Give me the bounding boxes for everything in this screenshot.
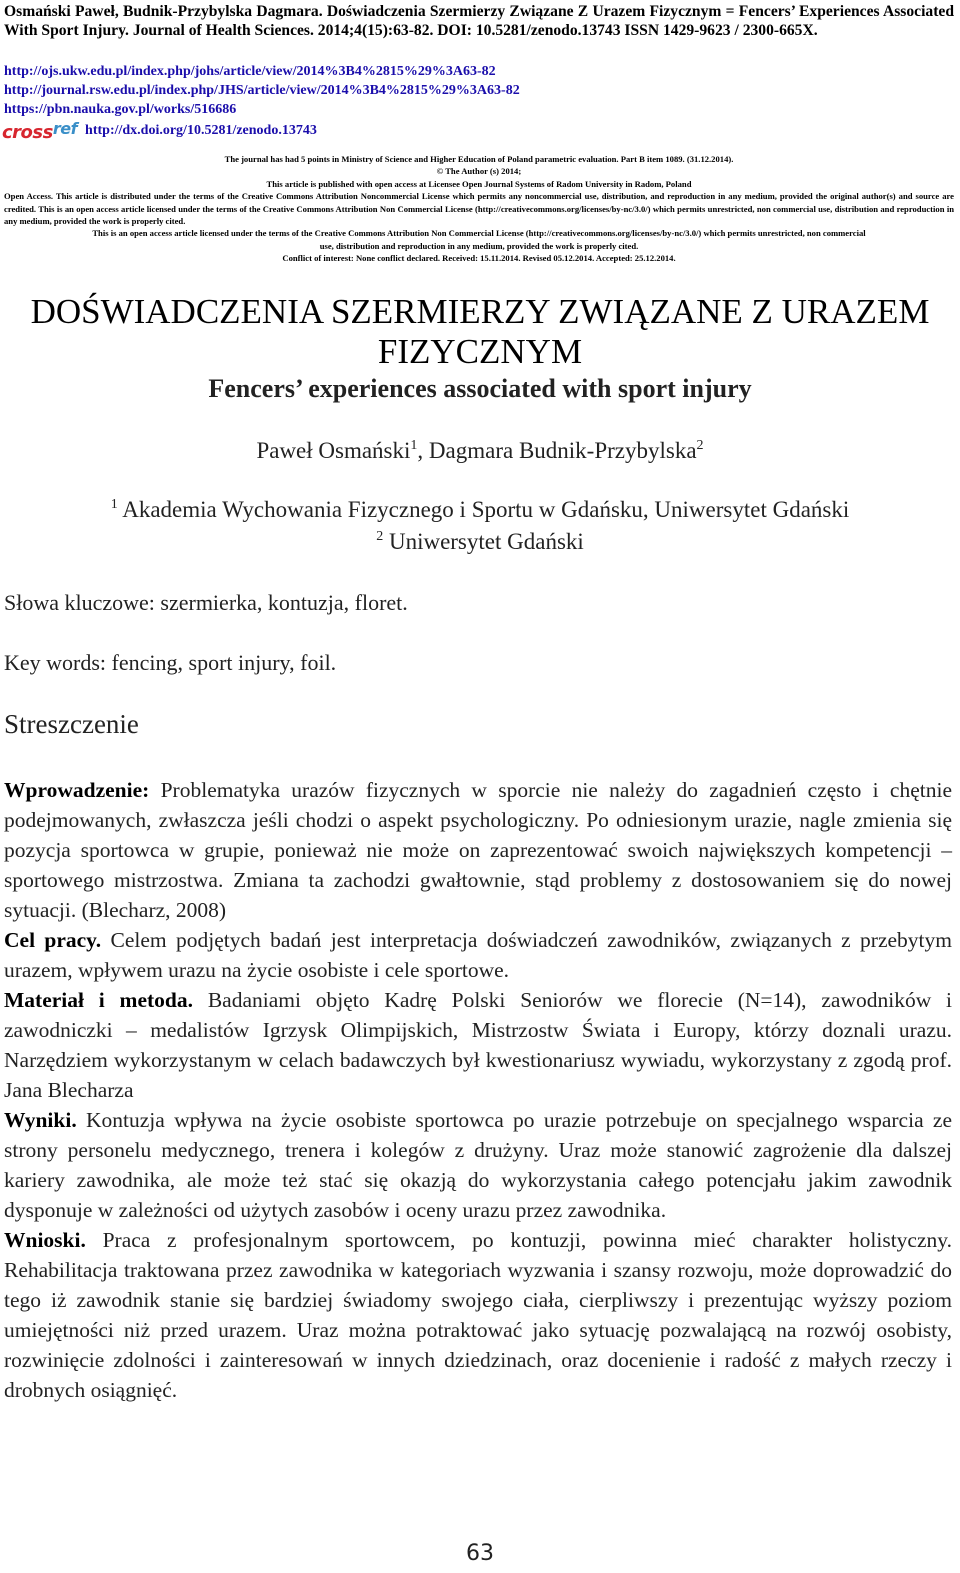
points-note: The journal has had 5 points in Ministry of Science and Higher Education of Poland parametric evaluation. Part B item 1089. (31.12.2014). [224,154,734,164]
license-note-end: use, distribution and reproduction in any medium, provided the work is properly cited. [319,240,639,251]
authors [0,434,960,468]
section-text: Celem podjętych badań jest interpretacja doświadczeń zawodników, związanych z przebytym urazem, wpływem urazu na życie osobiste i cele sportowe. [4,928,952,982]
author-separator: , [417,438,429,463]
abstract-heading: Streszczenie [4,709,139,739]
section-text: Badaniami objęto Kadrę Polski Seniorów we florecie (N=14), zawodników i zawodniczki – medalistów Igrzysk Olimpijskich, Mistrzostw Świata i Europy, którzy doznali urazu. Narzędziem wykorzystanym w celach badawczych był kwestionariusz wywiadu, wykorzystany z zgodą prof. Jana Blecharza [4,988,952,1102]
title-english: Fencers’ experiences associated with sport injury [208,374,752,403]
section-text: Problematyka urazów fizycznych w sporcie nie należy do zagadnień często i chętnie podejmowanych, zwłaszcza jeśli chodzi o aspekt psychologiczny. Po odniesionym urazie, nagle zmienia się pozycja sportowca w grupie, ponieważ nie może on zaprezentować swoich największych kompetencji – sportowego mistrzostwa. Zmiana ta zachodzi gwałtownie, stąd problemy z dostosowaniem się do nowej sytuacji. (Blecharz, 2008) [4,778,952,922]
doi-link[interactable]: http://dx.doi.org/10.5281/zenodo.13743 [85,123,317,138]
section-label: Materiał i metoda. [4,988,194,1012]
section-label: Wyniki. [4,1108,77,1132]
link-ojs[interactable]: http://ojs.ukw.edu.pl/index.php/johs/article/view/2014%3B4%2815%29%3A63-82 [4,64,496,79]
header-links [4,62,520,119]
abstract-section-conclusions [4,1225,952,1405]
section-label: Cel pracy. [4,928,102,952]
affiliation-1: $^1$ Akademia Wychowania Fizycznego i Sportu w Gdańsku, Uniwersytet Gdański [110,497,850,522]
copyright-note: © The Author (s) 2014; [436,166,522,177]
crossref-row [2,119,317,143]
section-text: Kontuzja wpływa na życie osobiste sportowca po urazie potrzebuje on specjalnego wsparcia ze strony personelu medycznego, trenera i kolegów z drużyny. Uraz może stanowić zagrożenie dla dalszej kariery zawodnika, ale może też stać się okazją do wykorzystania całego potencjału jakim zawodnik dysponuje w zależności od użytych zasobów i oceny urazu przez zawodnika. [4,1108,952,1222]
open-access-note: Open Access. This article is distributed under the terms of the Creative Commons Attribution Noncommercial License which permits any noncommercial use, distribution, and reproduction in any medium, provided the original author(s) and source are credited. This is an open access article licensed under the terms of the Creative Commons Attribution Non Commercial License (http://creativecommons.org/licenses/by-nc/3.0/) which permits unrestricted, non commercial use, distribution and reproduction in any medium, provided the work is properly cited. [4,191,954,227]
section-text: Praca z profesjonalnym sportowcem, po kontuzji, powinna mieć charakter holistyczny. Rehabilitacja traktowana przez zawodnika w kategoriach wyzwania i szansy rozwoju, może doprowadzić do tego iż zawodnik stanie się bardziej świadomy swojego ciała, cierpliwszy i prezentując wyższy poziom umiejętności niż przed urazem. Uraz można potraktować jako sytuację pozwalającą na rozwój osobisty, rozwinięcie zdolności i zainteresowań w innych dziedzinach, oraz docenienie i radość z małych rzeczy i drobnych osiągnięć. [4,1228,952,1402]
author-name: Dagmara Budnik-Przybylska [428,438,697,463]
abstract-section-results [4,1105,952,1225]
author-name: Paweł Osmański [256,438,411,463]
affiliations [0,494,960,558]
crossref-logo: crossref [2,119,78,143]
link-pbn[interactable]: https://pbn.nauka.gov.pl/works/516686 [4,102,237,117]
publisher-note: This article is published with open access at Licensee Open Journal Systems of Radom University in Radom, Poland [266,178,692,189]
conflict-note: Conflict of interest: None conflict declared. Received: 15.11.2014. Revised 05.12.2014. Accepted: 25.12.2014. [282,253,676,264]
author-affiliation-mark: 1 [410,438,418,453]
abstract-section-methods [4,985,952,1105]
license-note: This is an open access article licensed under the terms of the Creative Commons Attribution Non Commercial License (http://creativecommons.org/licenses/by-nc/3.0/) which permits unrestricted, non commercial [92,228,866,239]
citation-header: Osmański Paweł, Budnik-Przybylska Dagmara. Doświadczenia Szermierzy Związane Z Urazem Fizycznym = Fencers’ Experiences Associated With Sport Injury. Journal of Health Sciences. 2014;4(15):63-82. DOI: 10.5281/zenodo.13743 ISSN 1429-9623 / 2300-665X. [4,3,954,39]
page-number: 63 [466,1541,494,1566]
affiliation-2: $^2$ Uniwersytet Gdański [376,529,584,554]
author-affiliation-mark: 2 [696,438,704,453]
abstract-body [4,775,952,1405]
license-block [4,153,954,265]
link-journal[interactable]: http://journal.rsw.edu.pl/index.php/JHS/article/view/2014%3B4%2815%29%3A63-82 [4,83,520,98]
keywords-polish: Słowa kluczowe: szermierka, kontuzja, floret. [4,590,408,615]
section-label: Wprowadzenie: [4,778,150,802]
section-label: Wnioski. [4,1228,86,1252]
abstract-section-aim [4,925,952,985]
abstract-section-introduction [4,775,952,925]
keywords-english: Key words: fencing, sport injury, foil. [4,650,337,675]
title-polish: DOŚWIADCZENIA SZERMIERZY ZWIĄZANE Z URAZEM FIZYCZNYM [30,292,930,371]
